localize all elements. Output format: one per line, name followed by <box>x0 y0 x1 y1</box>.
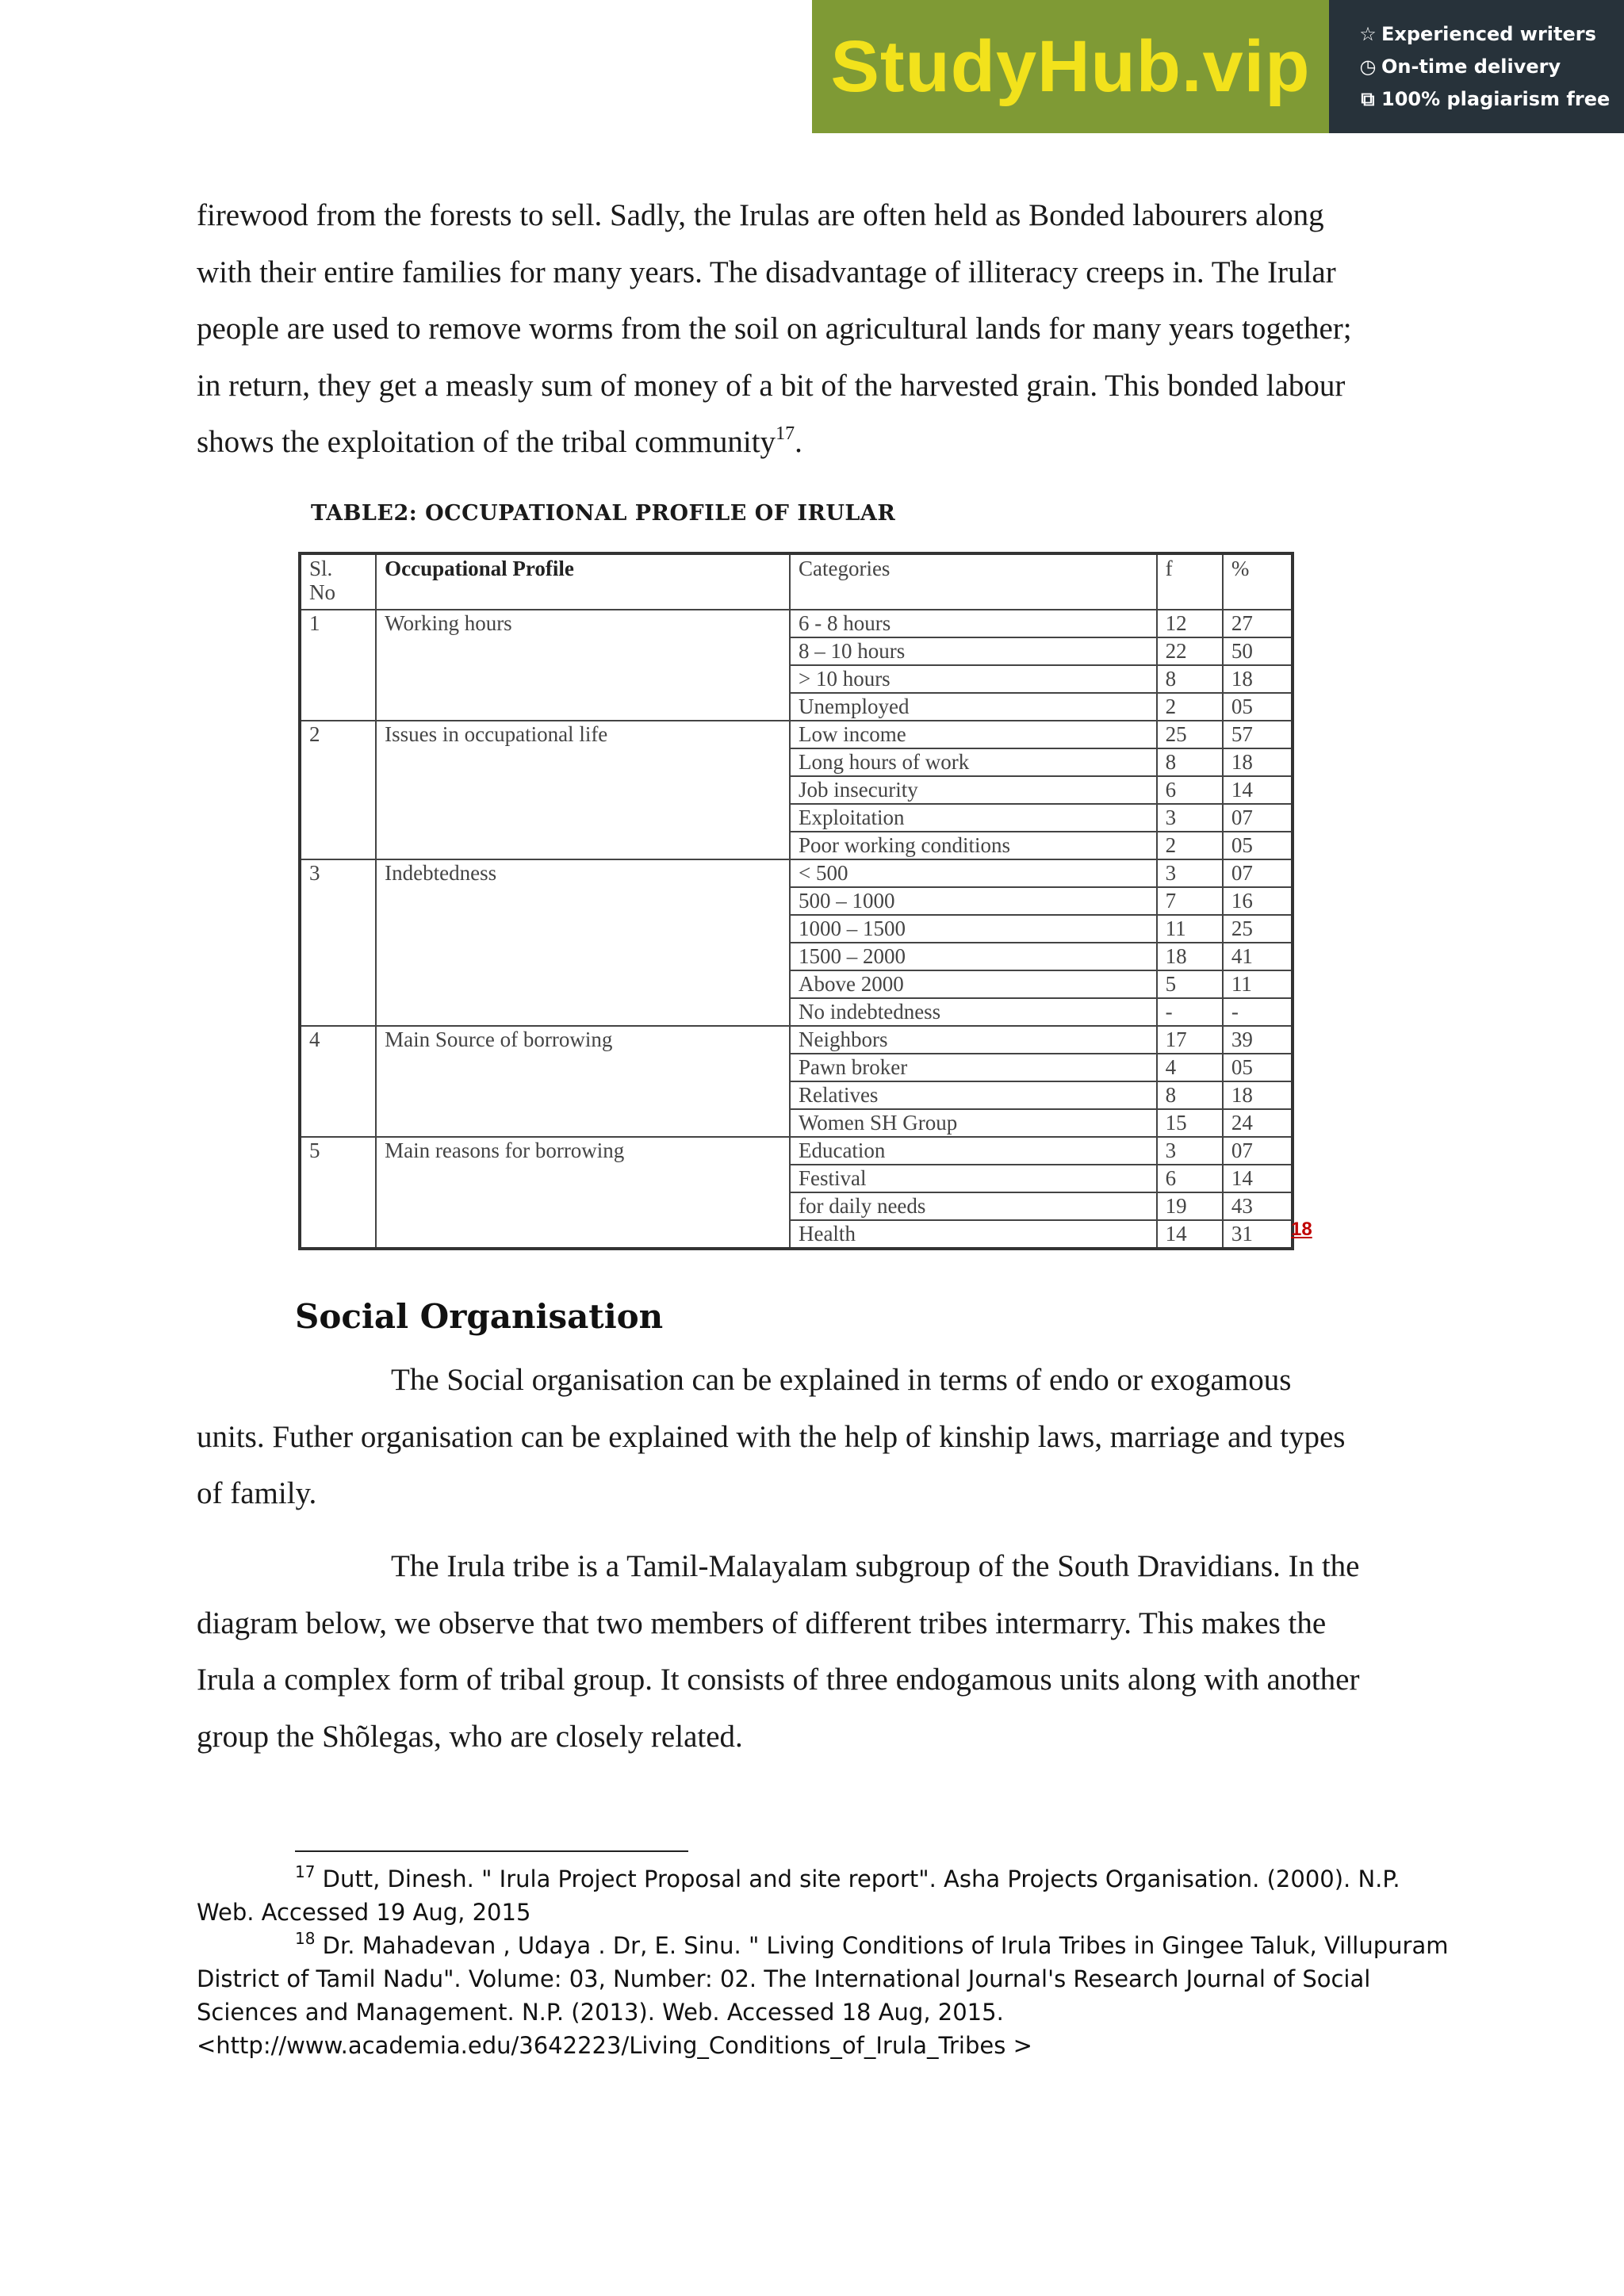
text-line: diagram below, we observe that two members of different tribes intermarry. This makes the <box>197 1605 1327 1640</box>
footnote-18-line <box>197 1929 1465 1962</box>
cell-frequency: 3 <box>1157 1137 1223 1165</box>
footnotes <box>197 1862 1465 2062</box>
cell-occupational-profile: Main reasons for borrowing <box>376 1137 790 1249</box>
cell-occupational-profile: Indebtedness <box>376 859 790 1026</box>
cell-percent: 31 <box>1223 1220 1293 1249</box>
cell-frequency: 18 <box>1157 943 1223 970</box>
feature-on-time-delivery <box>1358 51 1624 83</box>
cell-category: Unemployed <box>790 693 1157 721</box>
cell-category: Health <box>790 1220 1157 1249</box>
cell-frequency: 12 <box>1157 610 1223 637</box>
cell-sl-no: 4 <box>300 1026 376 1137</box>
promo-banner[interactable] <box>812 0 1624 133</box>
cell-category: Low income <box>790 721 1157 748</box>
cell-category: > 10 hours <box>790 665 1157 693</box>
cell-percent: 18 <box>1223 1081 1293 1109</box>
cell-percent: 25 <box>1223 915 1293 943</box>
cell-sl-no: 2 <box>300 721 376 859</box>
cell-percent: 05 <box>1223 832 1293 859</box>
cell-frequency: 8 <box>1157 665 1223 693</box>
footnote-divider <box>295 1850 688 1852</box>
cell-frequency: 25 <box>1157 721 1223 748</box>
cell-sl-no: 3 <box>300 859 376 1026</box>
cell-occupational-profile: Issues in occupational life <box>376 721 790 859</box>
cell-frequency: 2 <box>1157 832 1223 859</box>
header-percent: % <box>1223 553 1293 610</box>
cell-percent: 41 <box>1223 943 1293 970</box>
cell-frequency: 19 <box>1157 1192 1223 1220</box>
cell-percent: 14 <box>1223 776 1293 804</box>
cell-percent: 24 <box>1223 1109 1293 1137</box>
cell-category: for daily needs <box>790 1192 1157 1220</box>
cell-frequency: 4 <box>1157 1054 1223 1081</box>
cell-frequency: 2 <box>1157 693 1223 721</box>
header-sl-line2: No <box>309 580 335 604</box>
cell-percent: 50 <box>1223 637 1293 665</box>
cell-percent: 14 <box>1223 1165 1293 1192</box>
table-row <box>300 610 1293 637</box>
footnote-18-line: Sciences and Management. N.P. (2013). Web. Accessed 18 Aug, 2015. <box>197 1999 1004 2026</box>
copy-icon: ⧉ <box>1361 88 1375 110</box>
cell-category: Above 2000 <box>790 970 1157 998</box>
footnote-ref-17[interactable]: 17 <box>776 423 795 444</box>
footnote-number: 18 <box>295 1929 316 1948</box>
text-line: with their entire families for many years. The disadvantage of illiteracy creeps in. The Irular <box>197 254 1336 289</box>
cell-percent: 43 <box>1223 1192 1293 1220</box>
text-fragment: . <box>795 425 802 459</box>
text-line: The Irula tribe is a Tamil-Malayalam subgroup of the South Dravidians. In the <box>391 1549 1360 1583</box>
cell-frequency: 8 <box>1157 748 1223 776</box>
cell-category: Neighbors <box>790 1026 1157 1054</box>
cell-category: 1500 – 2000 <box>790 943 1157 970</box>
header-f: f <box>1157 553 1223 610</box>
studyhub-logo[interactable]: StudyHub.vip <box>812 0 1329 133</box>
cell-sl-no: 1 <box>300 610 376 721</box>
cell-percent: 07 <box>1223 804 1293 832</box>
cell-frequency: 17 <box>1157 1026 1223 1054</box>
feature-label: 100% plagiarism free <box>1381 88 1611 110</box>
cell-percent: - <box>1223 998 1293 1026</box>
feature-label: Experienced writers <box>1381 23 1596 45</box>
footnote-ref-18[interactable]: 18 <box>1291 1219 1312 1240</box>
header-sl-no <box>300 553 376 610</box>
footnote-17-line: Web. Accessed 19 Aug, 2015 <box>197 1899 531 1926</box>
cell-category: Long hours of work <box>790 748 1157 776</box>
cell-percent: 18 <box>1223 748 1293 776</box>
text-line: units. Futher organisation can be explained with the help of kinship laws, marriage and types <box>197 1419 1346 1454</box>
table-row <box>300 721 1293 748</box>
section-heading: Social Organisation <box>295 1297 664 1336</box>
cell-category: Job insecurity <box>790 776 1157 804</box>
footnote-number: 17 <box>295 1862 316 1881</box>
cell-category: Festival <box>790 1165 1157 1192</box>
footnote-text: Dutt, Dinesh. " Irula Project Proposal and site report". Asha Projects Organisation. (2000). N.P. <box>322 1866 1400 1892</box>
cell-percent: 18 <box>1223 665 1293 693</box>
cell-category: Pawn broker <box>790 1054 1157 1081</box>
table-body <box>300 610 1293 1249</box>
cell-percent: 27 <box>1223 610 1293 637</box>
table-header-row <box>300 553 1293 610</box>
clock-icon: ◷ <box>1359 55 1377 78</box>
cell-percent: 05 <box>1223 1054 1293 1081</box>
feature-plagiarism-free <box>1358 83 1624 116</box>
cell-category: 8 – 10 hours <box>790 637 1157 665</box>
header-sl-line1: Sl. <box>309 557 333 580</box>
cell-percent: 57 <box>1223 721 1293 748</box>
cell-percent: 07 <box>1223 1137 1293 1165</box>
feature-experienced-writers <box>1358 18 1624 51</box>
table-row <box>300 859 1293 887</box>
social-org-paragraph-2 <box>197 1538 1434 1765</box>
text-line: of family. <box>197 1476 317 1510</box>
cell-percent: 11 <box>1223 970 1293 998</box>
cell-category: Women SH Group <box>790 1109 1157 1137</box>
cell-frequency: 11 <box>1157 915 1223 943</box>
text-line: Irula a complex form of tribal group. It consists of three endogamous units along with another <box>197 1663 1360 1697</box>
star-outline-icon: ☆ <box>1359 23 1377 45</box>
footnote-text: Dr. Mahadevan , Udaya . Dr, E. Sinu. " Living Conditions of Irula Tribes in Gingee Taluk, Villupuram <box>322 1932 1449 1959</box>
cell-category: Relatives <box>790 1081 1157 1109</box>
cell-sl-no: 5 <box>300 1137 376 1249</box>
cell-category: Exploitation <box>790 804 1157 832</box>
table-caption: TABLE2: OCCUPATIONAL PROFILE OF IRULAR <box>311 501 896 526</box>
text-line: The Social organisation can be explained in terms of endo or exogamous <box>391 1363 1292 1397</box>
cell-frequency: 14 <box>1157 1220 1223 1249</box>
cell-category: < 500 <box>790 859 1157 887</box>
cell-category: 500 – 1000 <box>790 887 1157 915</box>
cell-occupational-profile: Main Source of borrowing <box>376 1026 790 1137</box>
cell-category: 1000 – 1500 <box>790 915 1157 943</box>
text-fragment: shows the exploitation of the tribal community <box>197 425 776 459</box>
text-line: in return, they get a measly sum of money of a bit of the harvested grain. This bonded labour <box>197 368 1346 403</box>
occupational-profile-table <box>298 552 1294 1250</box>
cell-occupational-profile: Working hours <box>376 610 790 721</box>
text-line: people are used to remove worms from the soil on agricultural lands for many years together; <box>197 312 1352 346</box>
footnote-17-line <box>197 1862 1465 1896</box>
cell-category: 6 - 8 hours <box>790 610 1157 637</box>
cell-category: Poor working conditions <box>790 832 1157 859</box>
cell-percent: 16 <box>1223 887 1293 915</box>
header-categories: Categories <box>790 553 1157 610</box>
table-row <box>300 1026 1293 1054</box>
text-line: firewood from the forests to sell. Sadly, the Irulas are often held as Bonded labourers along <box>197 198 1324 232</box>
cell-frequency: 6 <box>1157 1165 1223 1192</box>
cell-category: Education <box>790 1137 1157 1165</box>
table-row <box>300 1137 1293 1165</box>
cell-percent: 39 <box>1223 1026 1293 1054</box>
footnote-18-link[interactable]: <http://www.academia.edu/3642223/Living_Conditions_of_Irula_Tribes > <box>197 2032 1032 2059</box>
cell-frequency: 15 <box>1157 1109 1223 1137</box>
text-line <box>197 414 1434 471</box>
cell-frequency: 5 <box>1157 970 1223 998</box>
cell-frequency: - <box>1157 998 1223 1026</box>
banner-features <box>1329 0 1624 133</box>
cell-category: No indebtedness <box>790 998 1157 1026</box>
cell-frequency: 3 <box>1157 859 1223 887</box>
cell-frequency: 6 <box>1157 776 1223 804</box>
header-occupational-profile: Occupational Profile <box>376 553 790 610</box>
cell-percent: 05 <box>1223 693 1293 721</box>
social-org-paragraph-1 <box>197 1352 1434 1522</box>
footnote-18-line: District of Tamil Nadu". Volume: 03, Number: 02. The International Journal's Research Journal of Social <box>197 1965 1371 1992</box>
feature-label: On-time delivery <box>1381 55 1561 78</box>
cell-percent: 07 <box>1223 859 1293 887</box>
cell-frequency: 8 <box>1157 1081 1223 1109</box>
cell-frequency: 22 <box>1157 637 1223 665</box>
text-line: group the Shõlegas, who are closely related. <box>197 1719 743 1754</box>
intro-paragraph <box>197 187 1434 471</box>
cell-frequency: 3 <box>1157 804 1223 832</box>
cell-frequency: 7 <box>1157 887 1223 915</box>
